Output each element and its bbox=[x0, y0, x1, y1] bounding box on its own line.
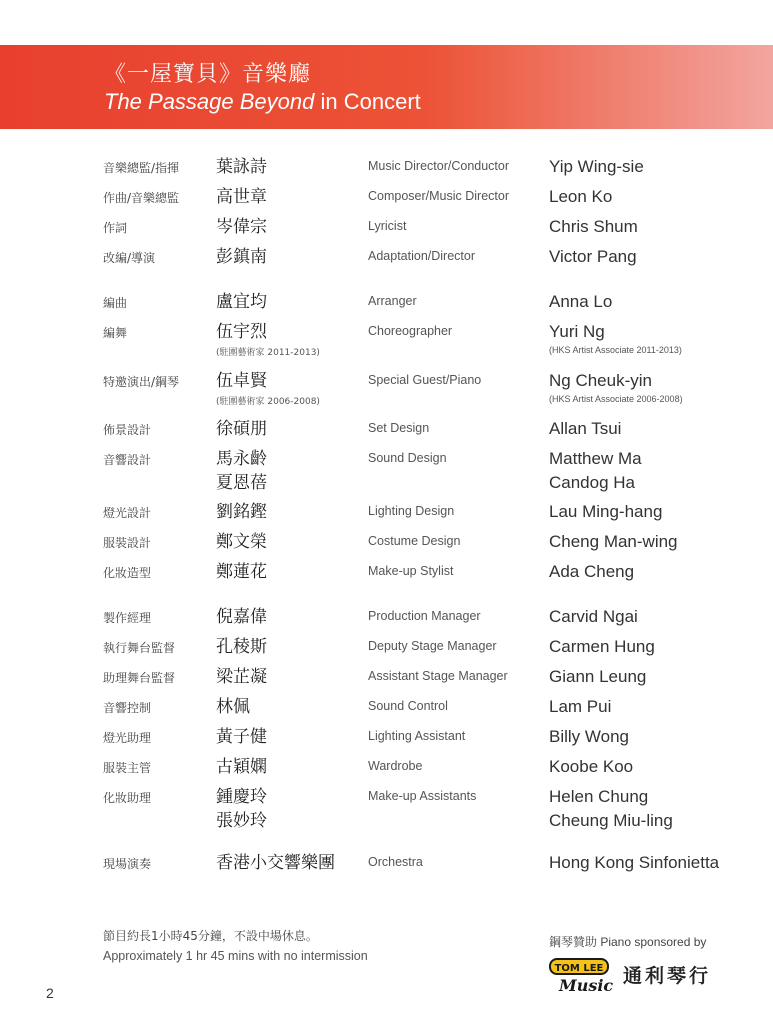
role-chinese: 製作經理 bbox=[103, 611, 152, 625]
role-english: Make-up Stylist bbox=[368, 564, 454, 578]
name-chinese: 鍾慶玲 bbox=[216, 787, 267, 807]
role-chinese: 燈光設計 bbox=[103, 506, 152, 520]
name-english: Koobe Koo bbox=[549, 757, 634, 776]
duration-note-english: Approximately 1 hr 45 mins with no intermission bbox=[103, 949, 368, 963]
name-chinese: 伍宇烈 bbox=[216, 322, 267, 342]
role-chinese: 編曲 bbox=[103, 296, 128, 310]
duration-note-chinese: 節目約長1小時45分鐘，不設中場休息。 bbox=[103, 929, 318, 943]
role-english: Make-up Assistants bbox=[368, 789, 477, 803]
name-english: Cheng Man-wing bbox=[549, 532, 678, 551]
role-english: Assistant Stage Manager bbox=[368, 669, 508, 683]
name-chinese: 高世章 bbox=[216, 187, 267, 207]
name-english: Anna Lo bbox=[549, 292, 613, 311]
role-chinese: 服裝設計 bbox=[103, 536, 152, 550]
note-chinese: (駐團藝術家 2011-2013) bbox=[216, 348, 320, 358]
role-english: Lyricist bbox=[368, 219, 407, 233]
name-english: Ada Cheng bbox=[549, 562, 635, 581]
name-chinese: 林佩 bbox=[216, 697, 250, 717]
role-chinese: 佈景設計 bbox=[103, 423, 152, 437]
note-chinese: (駐團藝術家 2006-2008) bbox=[216, 397, 320, 407]
name-chinese: 梁芷凝 bbox=[216, 667, 267, 687]
name-chinese: 劉銘鏗 bbox=[216, 502, 267, 522]
name-chinese: 葉詠詩 bbox=[216, 157, 267, 177]
role-chinese: 作詞 bbox=[103, 221, 128, 235]
page-number: 2 bbox=[46, 985, 54, 1001]
name-english-second: Cheung Miu-ling bbox=[549, 811, 673, 830]
name-english: Billy Wong bbox=[549, 727, 629, 746]
name-chinese: 彭鎮南 bbox=[216, 247, 267, 267]
role-chinese: 特邀演出/鋼琴 bbox=[103, 375, 180, 389]
role-english: Adaptation/Director bbox=[368, 249, 476, 263]
name-chinese: 盧宜均 bbox=[216, 292, 267, 312]
name-chinese: 古穎嫻 bbox=[216, 757, 267, 777]
logo-music-script: Music bbox=[559, 976, 614, 995]
name-chinese: 岑偉宗 bbox=[216, 217, 267, 237]
role-chinese: 化妝助理 bbox=[103, 791, 152, 805]
name-english: Yip Wing-sie bbox=[549, 157, 644, 176]
role-english: Arranger bbox=[368, 294, 417, 308]
role-english: Sound Control bbox=[368, 699, 448, 713]
name-chinese-second: 夏恩蓓 bbox=[216, 473, 267, 493]
role-chinese: 燈光助理 bbox=[103, 731, 152, 745]
name-english: Lau Ming-hang bbox=[549, 502, 663, 521]
role-english: Deputy Stage Manager bbox=[368, 639, 497, 653]
sponsor-name-chinese: 通利琴行 bbox=[623, 965, 712, 987]
name-english: Hong Kong Sinfonietta bbox=[549, 853, 720, 872]
name-english: Ng Cheuk-yin bbox=[549, 371, 652, 390]
role-english: Music Director/Conductor bbox=[368, 159, 510, 173]
name-chinese: 香港小交響樂團 bbox=[216, 853, 335, 873]
role-chinese: 助理舞台監督 bbox=[103, 671, 176, 685]
role-english: Composer/Music Director bbox=[368, 189, 510, 203]
role-chinese: 改編/導演 bbox=[103, 251, 156, 265]
title-chinese: 《一屋寶貝》音樂廳 bbox=[104, 62, 312, 87]
logo-tom-lee-text: TOM LEE bbox=[554, 963, 604, 974]
role-english: Lighting Design bbox=[368, 504, 455, 518]
role-chinese: 編舞 bbox=[103, 326, 128, 340]
name-chinese: 鄭蓮花 bbox=[216, 562, 267, 582]
name-chinese: 鄭文榮 bbox=[216, 532, 267, 552]
name-english: Matthew Ma bbox=[549, 449, 642, 468]
name-chinese: 徐碩朋 bbox=[216, 419, 267, 439]
role-english: Sound Design bbox=[368, 451, 447, 465]
role-chinese: 音樂總監/指揮 bbox=[103, 161, 180, 175]
role-chinese: 化妝造型 bbox=[103, 566, 152, 580]
role-english: Set Design bbox=[368, 421, 430, 435]
name-chinese: 黃子健 bbox=[216, 727, 267, 747]
name-chinese: 馬永齡 bbox=[216, 449, 267, 469]
role-english: Choreographer bbox=[368, 324, 453, 338]
tom-lee-music-logo bbox=[549, 957, 739, 997]
role-english: Costume Design bbox=[368, 534, 461, 548]
role-english: Wardrobe bbox=[368, 759, 423, 773]
role-english: Lighting Assistant bbox=[368, 729, 466, 743]
role-chinese: 音響設計 bbox=[103, 453, 152, 467]
role-chinese: 執行舞台監督 bbox=[103, 641, 176, 655]
name-chinese: 孔稜斯 bbox=[216, 637, 267, 657]
name-english-second: Candog Ha bbox=[549, 473, 636, 492]
name-chinese: 伍卓賢 bbox=[216, 371, 267, 391]
name-english: Chris Shum bbox=[549, 217, 638, 236]
name-english: Victor Pang bbox=[549, 247, 637, 266]
name-chinese-second: 張妙玲 bbox=[216, 811, 267, 831]
name-english: Helen Chung bbox=[549, 787, 649, 806]
name-english: Yuri Ng bbox=[549, 322, 605, 341]
name-english: Leon Ko bbox=[549, 187, 613, 206]
role-chinese: 服裝主管 bbox=[103, 761, 152, 775]
title-english-rest: in Concert bbox=[314, 89, 421, 114]
role-english: Special Guest/Piano bbox=[368, 373, 482, 387]
name-chinese: 倪嘉偉 bbox=[216, 607, 267, 627]
role-chinese: 作曲/音樂總監 bbox=[103, 191, 180, 205]
note-english: (HKS Artist Associate 2006-2008) bbox=[549, 394, 683, 404]
name-english: Giann Leung bbox=[549, 667, 647, 686]
role-chinese: 音響控制 bbox=[103, 701, 152, 715]
role-chinese: 現場演奏 bbox=[103, 857, 152, 871]
name-english: Carmen Hung bbox=[549, 637, 655, 656]
role-english: Production Manager bbox=[368, 609, 481, 623]
role-english: Orchestra bbox=[368, 855, 423, 869]
note-english: (HKS Artist Associate 2011-2013) bbox=[549, 345, 682, 355]
tom-lee-logo-mark bbox=[549, 957, 621, 997]
sponsor-label: 鋼琴贊助 Piano sponsored by bbox=[549, 935, 707, 949]
name-english: Lam Pui bbox=[549, 697, 612, 716]
title-english-italic: The Passage Beyond bbox=[104, 89, 315, 114]
name-english: Allan Tsui bbox=[549, 419, 622, 438]
name-english: Carvid Ngai bbox=[549, 607, 638, 626]
